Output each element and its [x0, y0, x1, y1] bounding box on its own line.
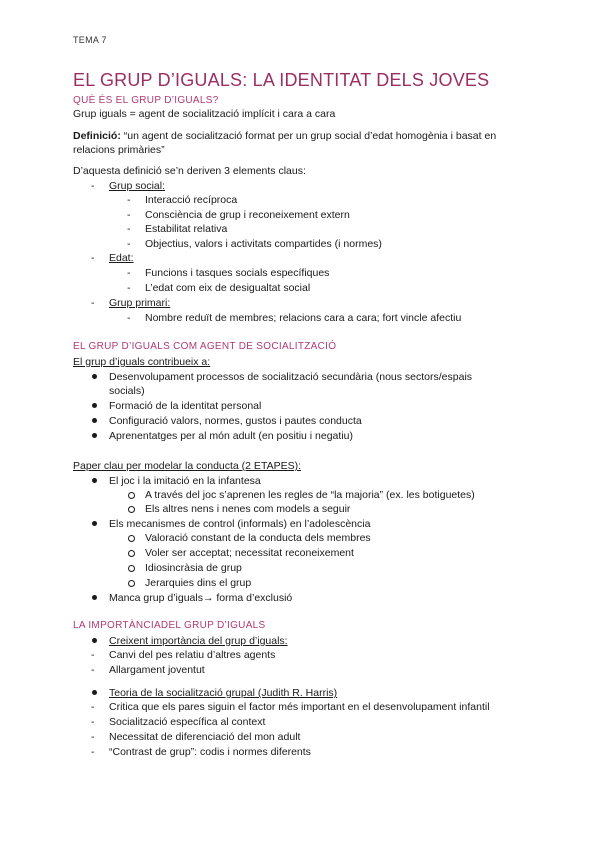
dash-marker: -: [127, 312, 131, 324]
list-item: L’edat com eix de desigualtat social: [145, 282, 311, 294]
list-item: Nombre reduït de membres; relacions cara a cara; fort vincle afectiu: [145, 312, 462, 324]
section-heading-what-is: QUÈ ÉS EL GRUP D’IGUALS?: [73, 95, 219, 106]
list-item: Voler ser acceptat; necessitat reconeixement: [145, 547, 354, 559]
paper-heading: Paper clau per modelar la conducta (2 ETAPES):: [73, 460, 302, 472]
dash-marker: -: [127, 209, 131, 221]
dash-marker: -: [91, 716, 95, 728]
dash-marker: -: [127, 282, 131, 294]
dash-marker: -: [91, 701, 95, 713]
bullet-dot: [92, 433, 97, 438]
dash-marker: -: [91, 731, 95, 743]
dash-marker: -: [91, 180, 95, 192]
list-item: “Contrast de grup”: codis i normes diferents: [109, 746, 311, 758]
dash-marker: -: [127, 238, 131, 250]
bullet-dot: [92, 374, 97, 379]
bullet-circle: [128, 550, 135, 557]
section-heading-agent: EL GRUP D’IGUALS COM AGENT DE SOCIALITZACIÓ: [73, 341, 337, 352]
list-item: Consciència de grup i reconeixement extern: [145, 209, 350, 221]
list-item-grup-primari: Grup primari:: [109, 297, 171, 309]
list-item: Allargament joventut: [109, 664, 205, 676]
dash-marker: -: [91, 252, 95, 264]
list-item: Socialització específica al context: [109, 716, 266, 728]
list-item-edat: Edat:: [109, 252, 134, 264]
list-item: Valoració constant de la conducta dels membres: [145, 532, 371, 544]
bullet-circle: [128, 506, 135, 513]
bullet-dot: [92, 690, 97, 695]
list-item: Manca grup d’iguals→ forma d’exclusió: [109, 592, 293, 604]
bullet-dot: [92, 595, 97, 600]
list-item: Aprenentatges per al món adult (en positiu i negatiu): [109, 430, 353, 442]
list-item: Canvi del pes relatiu d’altres agents: [109, 649, 276, 661]
list-item: Desenvolupament processos de socialització secundària (nous sectors/espais: [109, 371, 473, 383]
bullet-circle: [128, 535, 135, 542]
dash-marker: -: [127, 267, 131, 279]
bullet-dot: [92, 403, 97, 408]
list-item-grup-social: Grup social:: [109, 180, 166, 192]
elements-intro: D’aquesta definició se’n deriven 3 elements claus:: [73, 165, 306, 177]
definition-text: “un agent de socialització format per un grup social d’edat homogènia i basat en: [120, 130, 497, 142]
document-title: EL GRUP D’IGUALS: LA IDENTITAT DELS JOVES: [73, 70, 490, 90]
list-item: Interacció recíproca: [145, 194, 238, 206]
list-item-teoria: Teoria de la socialització grupal (Judith R. Harris): [109, 687, 338, 699]
dash-marker: -: [91, 664, 95, 676]
dash-marker: -: [127, 223, 131, 235]
page-header: TEMA 7: [73, 35, 107, 45]
section-heading-importance: LA IMPORTÀNCIADEL GRUP D’IGUALS: [73, 620, 266, 631]
list-item: Els altres nens i nenes com models a seguir: [145, 503, 351, 515]
list-item: Objectius, valors i activitats compartides (i normes): [145, 238, 382, 250]
list-item: Configuració valors, normes, gustos i pautes conducta: [109, 415, 362, 427]
dash-marker: -: [91, 649, 95, 661]
bullet-dot: [92, 521, 97, 526]
definition-line-1: [73, 129, 496, 143]
list-item-creixent: Creixent importància del grup d’iguals:: [109, 635, 288, 647]
dash-marker: -: [91, 297, 95, 309]
list-item: Jerarquies dins el grup: [145, 577, 252, 589]
list-item: Critica que els pares siguin el factor més important en el desenvolupament infantil: [109, 701, 490, 713]
list-item: Idiosincràsia de grup: [145, 562, 242, 574]
dash-marker: -: [91, 746, 95, 758]
list-item: Formació de la identitat personal: [109, 400, 262, 412]
bullet-circle: [128, 492, 135, 499]
bullet-circle: [128, 580, 135, 587]
bullet-circle: [128, 565, 135, 572]
contrib-heading: El grup d’iguals contribueix a:: [73, 356, 211, 368]
list-item: Els mecanismes de control (informals) en l’adolescència: [109, 518, 371, 530]
dash-marker: -: [127, 194, 131, 206]
definition-label: Definició:: [73, 130, 121, 142]
bullet-dot: [92, 418, 97, 423]
list-item: Estabilitat relativa: [145, 223, 228, 235]
bullet-dot: [92, 638, 97, 643]
bullet-dot: [92, 478, 97, 483]
list-item: Funcions i tasques socials específiques: [145, 267, 330, 279]
definition-line-2: relacions primàries”: [73, 144, 165, 156]
list-item: El joc i la imitació en la infantesa: [109, 475, 261, 487]
list-item-continuation: socials): [109, 385, 145, 397]
intro-line: Grup iguals = agent de socialització implícit i cara a cara: [73, 108, 336, 120]
list-item: Necessitat de diferenciació del mon adult: [109, 731, 301, 743]
list-item: A través del joc s’aprenen les regles de “la majoria” (ex. les botiguetes): [145, 489, 475, 501]
